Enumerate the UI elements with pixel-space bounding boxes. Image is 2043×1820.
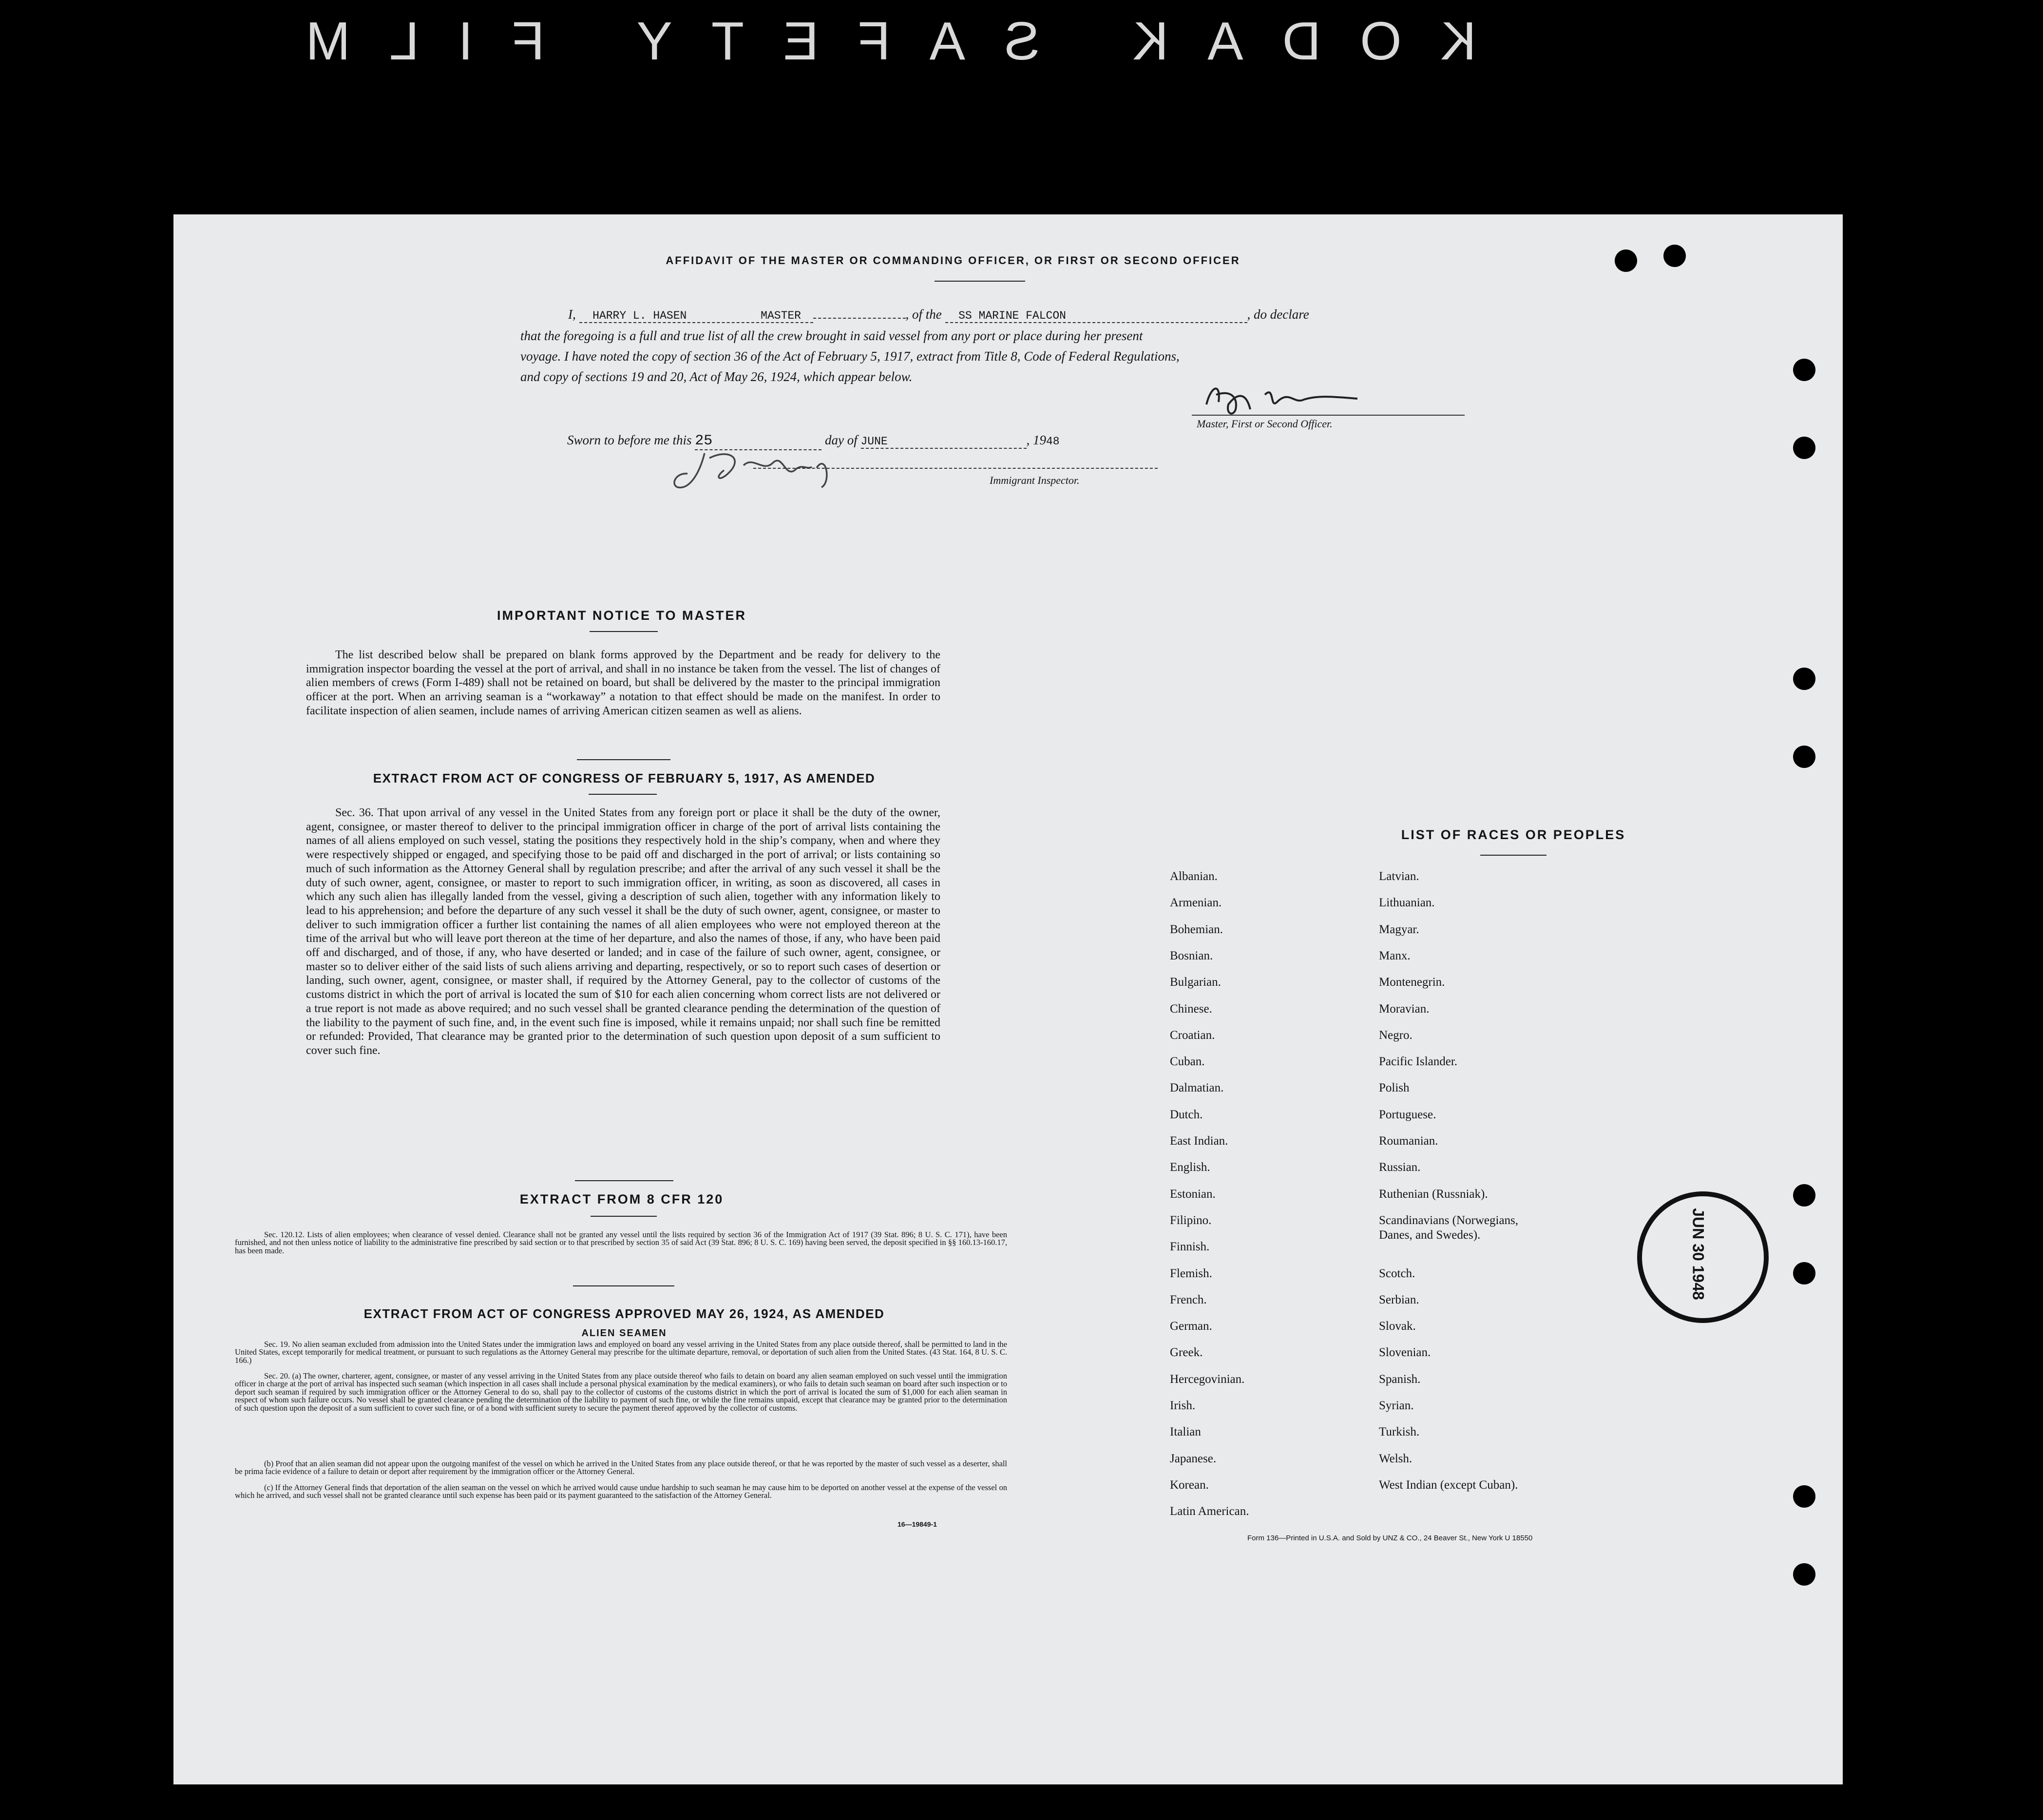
race-item: Portuguese. — [1379, 1108, 1436, 1121]
extract-1924-sec20c: (c) If the Attorney General finds that deportation of the alien seaman on the vessel on which he arrived would cause undue hardship to such seaman he may cause him to be deported on another vessel at the expense of the vessel on which he arrived, and such vessel shall not be granted clearance until such expense has been paid or its payment guaranteed to the satisfaction of the Attorney General. — [235, 1483, 1007, 1500]
race-item: Roumanian. — [1379, 1134, 1438, 1148]
punch-hole — [1793, 437, 1815, 459]
race-item: Hercegovinian. — [1170, 1372, 1245, 1386]
race-item: Cuban. — [1170, 1055, 1205, 1069]
race-item: Manx. — [1379, 949, 1411, 962]
race-item: Bohemian. — [1170, 922, 1223, 936]
stamp-date: JUN 30 1948 — [1689, 1208, 1707, 1300]
race-item: Bosnian. — [1170, 949, 1213, 962]
punch-hole — [1793, 668, 1815, 690]
extract-1917-title: EXTRACT FROM ACT OF CONGRESS OF FEBRUARY 5, 1917, AS AMENDED — [373, 771, 876, 785]
punch-hole — [1793, 359, 1815, 381]
race-item: Slovak. — [1379, 1320, 1416, 1333]
race-item: Armenian. — [1170, 896, 1222, 910]
race-item: Pacific Islander. — [1379, 1055, 1458, 1069]
race-item: Irish. — [1170, 1399, 1196, 1412]
race-item: Scotch. — [1379, 1266, 1415, 1280]
document-sheet — [173, 214, 1843, 1784]
races-rule — [1480, 855, 1547, 856]
master-label: Master, First or Second Officer. — [1197, 418, 1333, 430]
do-declare-label: , do declare — [1247, 307, 1309, 322]
race-item: Montenegrin. — [1379, 976, 1445, 989]
extract-1924-subtitle: ALIEN SEAMEN — [581, 1328, 667, 1339]
race-item: Italian — [1170, 1425, 1201, 1439]
race-item: Latin American. — [1170, 1505, 1249, 1518]
extract-1924-sec20b: (b) Proof that an alien seaman did not appear upon the outgoing manifest of the vessel on which he arrived in the United States from any place outside thereof, or that he was reported by the master of such vessel as a deserter, shall be prima facie evidence of a failure to detain or deport after requirement by the immigration officer or the Attorney General. — [235, 1459, 1007, 1476]
form-code: 16—19849-1 — [897, 1520, 937, 1528]
master-name-field — [579, 309, 813, 323]
extract-1924-title: EXTRACT FROM ACT OF CONGRESS APPROVED MAY 26, 1924, AS AMENDED — [363, 1306, 885, 1321]
race-item: Welsh. — [1379, 1452, 1413, 1465]
extract-cfr-title: EXTRACT FROM 8 CFR 120 — [519, 1192, 724, 1207]
title-rule — [935, 281, 1025, 282]
race-item: Dutch. — [1170, 1108, 1203, 1121]
affidavit-line-1 — [568, 307, 1621, 323]
race-item: Korean. — [1170, 1478, 1209, 1492]
affidavit-line-4: and copy of sections 19 and 20, Act of May 26, 1924, which appear below. — [520, 369, 913, 384]
notice-rule — [590, 631, 658, 632]
extract-cfr-rule — [591, 1216, 657, 1217]
race-item: Polish — [1379, 1081, 1410, 1095]
vessel-field — [945, 309, 1247, 323]
race-item: Albanian. — [1170, 870, 1218, 883]
punch-hole — [1793, 1485, 1815, 1508]
master-name: HARRY L. HASEN — [592, 309, 687, 322]
race-item: English. — [1170, 1161, 1210, 1174]
race-item: Japanese. — [1170, 1452, 1217, 1465]
race-item: Spanish. — [1379, 1372, 1421, 1386]
affidavit-line-2: that the foregoing is a full and true list of all the crew brought in said vessel from any port or place during her present — [520, 328, 1143, 343]
film-edge-marking: KODAK SAFETY FILM — [267, 11, 1476, 71]
race-item: Flemish. — [1170, 1266, 1212, 1280]
punch-hole — [1793, 1563, 1815, 1586]
race-item: Latvian. — [1379, 870, 1419, 883]
race-item: Moravian. — [1379, 1002, 1430, 1015]
race-item: Greek. — [1170, 1346, 1203, 1360]
races-title: LIST OF RACES OR PEOPLES — [1401, 827, 1626, 842]
race-item: Syrian. — [1379, 1399, 1414, 1412]
extract-cfr-end-rule — [573, 1285, 674, 1286]
sworn-day: 25 — [695, 433, 821, 450]
inspector-label: Immigrant Inspector. — [990, 474, 1080, 486]
affidavit-prefix: I, — [568, 307, 576, 322]
race-item: Bulgarian. — [1170, 976, 1221, 989]
inspector-signature-line — [753, 468, 1158, 469]
notice-text: The list described below shall be prepared on blank forms approved by the Department and be ready for delivery to the immigration inspector boarding the vessel at the port of arrival, and shall in no instance be taken from the vessel. The list of changes of alien members of crews (Form I-489) shall not be retained on board, but shall be delivered by the master to the principal immigration officer at the port. When an arriving seaman is a “workaway” a notation to that effect should be made on the manifest. In order to facilitate inspection of alien seamen, include names of arriving American citizen seamen as well as aliens. — [306, 649, 940, 717]
punch-hole — [1615, 249, 1637, 272]
punch-hole — [1793, 1262, 1815, 1284]
race-item: East Indian. — [1170, 1134, 1228, 1148]
date-stamp — [1637, 1191, 1769, 1323]
race-item: Turkish. — [1379, 1425, 1420, 1439]
race-item: Filipino. — [1170, 1213, 1212, 1227]
race-item: Russian. — [1379, 1161, 1421, 1174]
race-item: Magyar. — [1379, 922, 1419, 936]
sworn-label: Sworn to before me this — [567, 433, 692, 447]
master-signature — [1192, 375, 1465, 419]
punch-hole — [1793, 1184, 1815, 1207]
race-item: Negro. — [1379, 1028, 1413, 1042]
punch-hole — [1793, 746, 1815, 768]
vessel-name: SS MARINE FALCON — [958, 309, 1066, 322]
extract-1924-sec20a: Sec. 20. (a) The owner, charterer, agent, consignee, or master of any vessel arriving in the United States from any place outside thereof who fails to detain on board any alien seaman employed on such vessel until the immigration officer in charge at the port of arrival has inspected such seaman (which inspection in all cases shall include a personal physical examination by the medical examiners), or who fails to detain such seaman on board after such inspection or to deport such seaman if required by such immigration officer or the Attorney General to do so, shall pay to the collector of customs of the customs district in which the port of arrival is located the sum of $1,000 for each alien seaman in respect of whom such failure occurs. No vessel shall be granted clearance pending the determination of the liability to payment of such fine, or while the fine remains unpaid, except that clearance may be granted prior to the determination of such question upon the deposit of a sum sufficient to cover such fine, or of a bond with sufficient surety to secure the payment thereof approved by the collector of customs. — [235, 1371, 1007, 1413]
race-item: Slovenian. — [1379, 1346, 1431, 1360]
race-item: Lithuanian. — [1379, 896, 1435, 910]
affidavit-line-3: voyage. I have noted the copy of section 36 of the Act of February 5, 1917, extract from Title 8, Code of Federal Regulations, — [520, 349, 1180, 364]
race-item: Estonian. — [1170, 1187, 1216, 1201]
inspector-signature — [670, 443, 875, 497]
punch-hole — [1663, 245, 1686, 267]
extract-1917-text: Sec. 36. That upon arrival of any vessel in the United States from any foreign port or place it shall be the duty of the owner, agent, consignee, or master thereof to deliver to the principal immigration officer in charge of the port of arrival lists containing the names of all aliens employed on such vessel, stating the positions they respectively hold in the ship’s company, when and where they were respectively shipped or engaged, and specifying those to be paid off and discharged in the port of arrival; or lists containing so much of such information as the Attorney General shall by regulation prescribe; and after the arrival of any such vessel it shall be the duty of such owner, agent, consignee, or master to report to such immigration officer, in writing, as soon as discovered, all cases in which any such alien has illegally landed from the vessel, giving a description of such alien, together with any information likely to lead to his apprehension; and before the departure of any such vessel it shall be the duty of such owner, agent, consignee, or master to deliver to such immigration officer a further list containing the names of all alien employees who were not employed thereon at the time of the arrival but who will leave port thereon at the time of her departure, and also the names of those, if any, who have been paid off and discharged, and of those, if any, who have deserted or landed; and in case of the failure of such owner, agent, consignee, or master so to deliver either of the said lists of such aliens arriving and departing, respectively, or so to report such cases of desertion or landing, such owner, agent, consignee, or master shall, if required by the Attorney General, pay to the collector of customs of the customs district in which the port of arrival is located the sum of $10 for each alien concerning whom correct lists are not delivered or a true report is not made as above required; and no such vessel shall be granted clearance pending the determination of the question of the liability to the payment of such fine, and, in the event such fine is imposed, while it remains unpaid; nor shall such fine be remitted or refunded: Provided, That clearance may be granted prior to the determination of such question upon deposit of a sum sufficient to cover such fine. — [306, 806, 940, 1057]
sworn-year: 48 — [1046, 435, 1060, 448]
extract-1917-rule — [589, 794, 657, 795]
extract-cfr-text: Sec. 120.12. Lists of alien employees; when clearance of vessel denied. Clearance shall not be granted any vessel until the lists required by section 36 of the Immigration Act of 1917 (39 Stat. 896; 8 U. S. C. 171), have been furnished, and not then unless notice of liability to the administrative fine prescribed by said section or to that prescribed by section 35 of said Act (39 Stat. 896; 8 U. S. C. 169) having been served, the deposit specified in §§ 160.13-160.17, has been made. — [235, 1230, 1007, 1255]
form-footer: Form 136—Printed in U.S.A. and Sold by UNZ & CO., 24 Beaver St., New York U 18550 — [1247, 1534, 1533, 1542]
race-item: Croatian. — [1170, 1028, 1215, 1042]
race-item: Ruthenian (Russniak). — [1379, 1187, 1488, 1201]
notice-end-rule — [577, 759, 670, 760]
race-item: Scandinavians (Norwegians, — [1379, 1213, 1519, 1227]
affidavit-title: AFFIDAVIT OF THE MASTER OR COMMANDING OFFICER, OR FIRST OR SECOND OFFICER — [666, 254, 1241, 267]
sworn-month: JUNE — [861, 435, 1027, 449]
extract-1924-sec19: Sec. 19. No alien seaman excluded from admission into the United States under the immigration laws and employed on board any vessel arriving in the United States from any place outside thereof, shall be permitted to land in the United States, except temporarily for medical treatment, or pursuant to such regulations as the Attorney General may prescribe for the ultimate departure, removal, or deportation of such alien from the United States. (43 Stat. 164, 8 U. S. C. 166.) — [235, 1340, 1007, 1365]
race-item: German. — [1170, 1320, 1212, 1333]
race-item: Chinese. — [1170, 1002, 1212, 1015]
year-prefix: , 19 — [1026, 433, 1046, 447]
day-of-label: day of — [825, 433, 858, 447]
notice-title: IMPORTANT NOTICE TO MASTER — [497, 608, 746, 623]
race-item: Finnish. — [1170, 1240, 1210, 1254]
race-item: French. — [1170, 1293, 1207, 1306]
extract-1917-end-rule — [575, 1180, 673, 1181]
master-rank: MASTER — [761, 309, 801, 322]
race-item: Serbian. — [1379, 1293, 1419, 1306]
race-item: Danes, and Swedes). — [1379, 1228, 1481, 1242]
of-the-label: , of the — [905, 307, 942, 322]
race-item: West Indian (except Cuban). — [1379, 1478, 1518, 1492]
race-item: Dalmatian. — [1170, 1081, 1224, 1095]
